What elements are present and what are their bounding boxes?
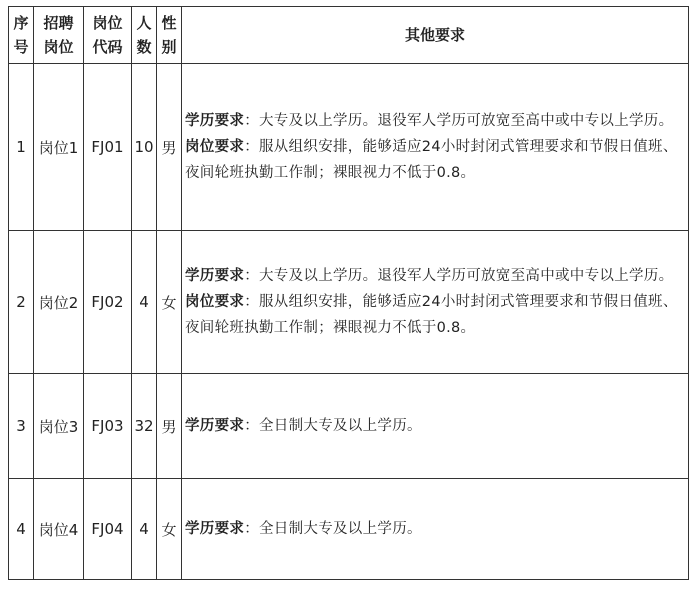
cell-requirements: [182, 374, 689, 479]
cell-seq: 4: [9, 479, 34, 580]
education-requirement: [185, 516, 684, 542]
table-row: [9, 64, 689, 231]
cell-code: FJ03: [84, 374, 132, 479]
education-requirement: [185, 108, 684, 134]
education-requirement: [185, 263, 684, 289]
table-row: [9, 479, 689, 580]
table-header-row: [9, 7, 689, 64]
header-other-requirements: 其他要求: [182, 7, 689, 64]
header-seq: 序 号: [9, 7, 34, 64]
education-requirement-label: 学历要求: [185, 113, 245, 129]
cell-requirements: [182, 64, 689, 231]
cell-code: FJ02: [84, 231, 132, 374]
cell-seq: 1: [9, 64, 34, 231]
education-requirement-text: ：大专及以上学历。退役军人学历可放宽至高中或中专以上学历。: [244, 113, 674, 129]
cell-gender: 女: [157, 479, 182, 580]
education-requirement-label: 学历要求: [185, 268, 245, 284]
cell-requirements: [182, 231, 689, 374]
header-gender: 性 别: [157, 7, 182, 64]
header-post: 招聘 岗位: [34, 7, 84, 64]
job-requirement-text: ：服从组织安排，能够适应24小时封闭式管理要求和节假日值班、夜间轮班执勤工作制；裸眼视力不低于0.8。: [185, 139, 678, 181]
education-requirement-text: ：大专及以上学历。退役军人学历可放宽至高中或中专以上学历。: [244, 268, 674, 284]
cell-seq: 3: [9, 374, 34, 479]
job-requirement-label: 岗位要求: [185, 294, 245, 310]
cell-post: 岗位3: [34, 374, 84, 479]
education-requirement: [185, 413, 684, 439]
header-count: 人 数: [132, 7, 157, 64]
education-requirement-label: 学历要求: [185, 418, 245, 434]
cell-seq: 2: [9, 231, 34, 374]
cell-count: 4: [132, 231, 157, 374]
cell-count: 10: [132, 64, 157, 231]
cell-code: FJ04: [84, 479, 132, 580]
cell-requirements: [182, 479, 689, 580]
table-row: [9, 374, 689, 479]
cell-post: 岗位2: [34, 231, 84, 374]
education-requirement-label: 学历要求: [185, 521, 245, 537]
job-requirement-label: 岗位要求: [185, 139, 245, 155]
cell-post: 岗位1: [34, 64, 84, 231]
job-requirement-text: ：服从组织安排，能够适应24小时封闭式管理要求和节假日值班、夜间轮班执勤工作制；裸眼视力不低于0.8。: [185, 294, 678, 336]
recruitment-table-container: [8, 6, 689, 580]
cell-count: 32: [132, 374, 157, 479]
job-requirement: [185, 289, 684, 341]
cell-gender: 男: [157, 64, 182, 231]
cell-gender: 女: [157, 231, 182, 374]
education-requirement-text: ：全日制大专及以上学历。: [244, 521, 422, 537]
recruitment-table: [8, 6, 689, 580]
cell-code: FJ01: [84, 64, 132, 231]
header-code: 岗位 代码: [84, 7, 132, 64]
table-row: [9, 231, 689, 374]
cell-gender: 男: [157, 374, 182, 479]
cell-count: 4: [132, 479, 157, 580]
job-requirement: [185, 134, 684, 186]
cell-post: 岗位4: [34, 479, 84, 580]
education-requirement-text: ：全日制大专及以上学历。: [244, 418, 422, 434]
